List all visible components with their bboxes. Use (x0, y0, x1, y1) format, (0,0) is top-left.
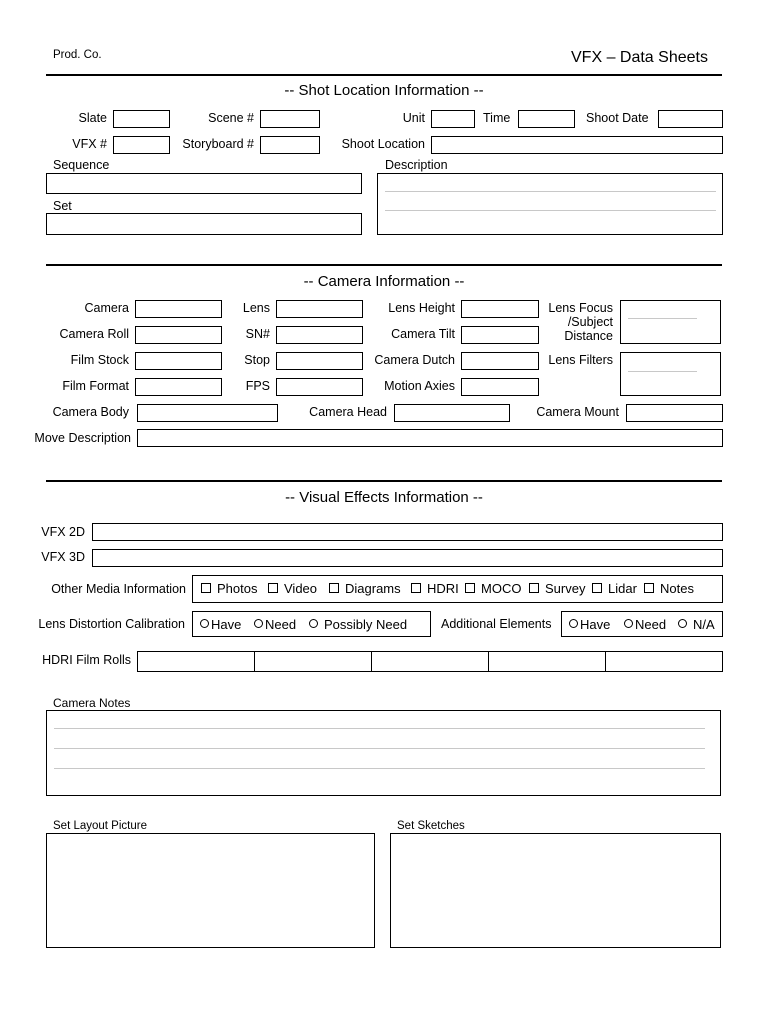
additional-need-radio[interactable] (624, 618, 666, 632)
notes-checkbox-label: Notes (660, 581, 694, 596)
shoot-date-field[interactable] (658, 110, 723, 128)
vfx-number-field[interactable] (113, 136, 170, 154)
distortion-possibly-need-label: Possibly Need (324, 617, 408, 632)
photos-checkbox-label: Photos (217, 581, 258, 596)
lens-height-label: Lens Height (388, 301, 455, 315)
page-title: VFX – Data Sheets (571, 49, 708, 66)
checkbox-icon (592, 583, 602, 593)
description-label: Description (385, 158, 448, 172)
description-guide-line (385, 210, 716, 211)
sequence-label: Sequence (53, 158, 110, 172)
distortion-have-radio[interactable] (200, 618, 241, 632)
lidar-checkbox-label: Lidar (608, 581, 637, 596)
moco-checkbox[interactable] (465, 582, 521, 596)
radio-icon (200, 619, 209, 628)
lens-height-field[interactable] (461, 300, 539, 318)
additional-have-radio[interactable] (569, 618, 610, 632)
time-field[interactable] (518, 110, 575, 128)
motion-axies-field[interactable] (461, 378, 539, 396)
camera-tilt-label: Camera Tilt (391, 327, 455, 341)
hdri-roll-field[interactable] (488, 651, 606, 672)
survey-checkbox[interactable] (529, 582, 585, 596)
storyboard-field[interactable] (260, 136, 320, 154)
set-layout-picture-area[interactable] (46, 833, 375, 948)
notes-checkbox[interactable] (644, 582, 694, 596)
film-stock-label: Film Stock (70, 353, 129, 367)
camera-mount-field[interactable] (626, 404, 723, 422)
set-label: Set (53, 199, 72, 213)
film-format-label: Film Format (62, 379, 129, 393)
stop-field[interactable] (276, 352, 363, 370)
camera-roll-label: Camera Roll (59, 327, 129, 341)
checkbox-icon (465, 583, 475, 593)
additional-na-radio[interactable] (678, 618, 715, 632)
camera-info-heading: -- Camera Information -- (303, 273, 465, 290)
camera-dutch-label: Camera Dutch (374, 353, 455, 367)
lens-focus-field[interactable] (620, 300, 721, 344)
time-label: Time (483, 111, 511, 125)
lens-distortion-label: Lens Distortion Calibration (38, 617, 185, 631)
vfx-2d-field[interactable] (92, 523, 723, 541)
storyboard-label: Storyboard # (182, 137, 254, 151)
radio-icon (624, 619, 633, 628)
description-field[interactable] (377, 173, 723, 235)
set-sketches-label: Set Sketches (397, 820, 465, 832)
distortion-need-radio[interactable] (254, 618, 296, 632)
lens-filters-guide-line (628, 371, 697, 372)
section-divider (46, 264, 722, 266)
fps-label: FPS (245, 379, 270, 393)
camera-notes-field[interactable] (46, 710, 721, 796)
film-stock-field[interactable] (135, 352, 222, 370)
lens-focus-label-1: Lens Focus (548, 301, 613, 315)
lens-focus-label-2: /Subject (567, 315, 613, 329)
hdri-checkbox-label: HDRI (427, 581, 459, 596)
sn-field[interactable] (276, 326, 363, 344)
hdri-checkbox[interactable] (411, 582, 459, 596)
notes-guide-line (54, 768, 705, 769)
camera-mount-label: Camera Mount (536, 405, 619, 419)
camera-tilt-field[interactable] (461, 326, 539, 344)
camera-body-field[interactable] (137, 404, 278, 422)
notes-guide-line (54, 728, 705, 729)
checkbox-icon (268, 583, 278, 593)
section-divider (46, 480, 722, 482)
unit-field[interactable] (431, 110, 475, 128)
hdri-rolls-label: HDRI Film Rolls (42, 653, 131, 667)
lens-field[interactable] (276, 300, 363, 318)
additional-elements-label: Additional Elements (441, 617, 552, 631)
camera-dutch-field[interactable] (461, 352, 539, 370)
camera-notes-label: Camera Notes (53, 696, 131, 710)
checkbox-icon (529, 583, 539, 593)
lens-filters-label: Lens Filters (548, 353, 613, 367)
other-media-label: Other Media Information (51, 582, 186, 596)
set-field[interactable] (46, 213, 362, 235)
radio-icon (254, 619, 263, 628)
hdri-roll-field[interactable] (605, 651, 723, 672)
survey-checkbox-label: Survey (545, 581, 586, 596)
radio-icon (309, 619, 318, 628)
distortion-possibly-need-radio[interactable] (309, 618, 407, 632)
motion-axies-label: Motion Axies (384, 379, 455, 393)
checkbox-icon (329, 583, 339, 593)
unit-label: Unit (402, 111, 425, 125)
additional-na-label: N/A (693, 617, 715, 632)
checkbox-icon (201, 583, 211, 593)
lens-focus-label-3: Distance (564, 329, 613, 343)
hdri-roll-field[interactable] (254, 651, 372, 672)
camera-head-field[interactable] (394, 404, 510, 422)
vfx-info-heading: -- Visual Effects Information -- (285, 489, 483, 506)
vfx-2d-label: VFX 2D (41, 525, 85, 539)
vfx-number-label: VFX # (72, 137, 107, 151)
shoot-date-label: Shoot Date (586, 111, 649, 125)
film-format-field[interactable] (135, 378, 222, 396)
camera-body-label: Camera Body (52, 405, 129, 419)
photos-checkbox[interactable] (201, 582, 257, 596)
shot-location-heading: -- Shot Location Information -- (284, 82, 484, 99)
notes-guide-line (54, 748, 705, 749)
moco-checkbox-label: MOCO (481, 581, 522, 596)
camera-roll-field[interactable] (135, 326, 222, 344)
lens-label: Lens (242, 301, 270, 315)
camera-label: Camera (84, 301, 129, 315)
distortion-need-label: Need (265, 617, 297, 632)
move-description-label: Move Description (34, 431, 131, 445)
diagrams-checkbox-label: Diagrams (345, 581, 401, 596)
lens-focus-guide-line (628, 318, 697, 319)
description-guide-line (385, 191, 716, 192)
set-sketches-area[interactable] (390, 833, 721, 948)
diagrams-checkbox[interactable] (329, 582, 401, 596)
shoot-location-label: Shoot Location (341, 137, 425, 151)
distortion-have-label: Have (211, 617, 242, 632)
hdri-roll-field[interactable] (371, 651, 489, 672)
lidar-checkbox[interactable] (592, 582, 637, 596)
checkbox-icon (644, 583, 654, 593)
radio-icon (569, 619, 578, 628)
checkbox-icon (411, 583, 421, 593)
lens-filters-field[interactable] (620, 352, 721, 396)
slate-label: Slate (78, 111, 107, 125)
additional-need-label: Need (635, 617, 667, 632)
video-checkbox[interactable] (268, 582, 317, 596)
radio-icon (678, 619, 687, 628)
camera-head-label: Camera Head (309, 405, 387, 419)
camera-field[interactable] (135, 300, 222, 318)
move-description-field[interactable] (137, 429, 723, 447)
vfx-3d-field[interactable] (92, 549, 723, 567)
scene-label: Scene # (208, 111, 254, 125)
slate-field[interactable] (113, 110, 170, 128)
shoot-location-field[interactable] (431, 136, 723, 154)
stop-label: Stop (244, 353, 270, 367)
sequence-field[interactable] (46, 173, 362, 194)
fps-field[interactable] (276, 378, 363, 396)
scene-field[interactable] (260, 110, 320, 128)
header-divider (46, 74, 722, 76)
additional-have-label: Have (580, 617, 611, 632)
vfx-3d-label: VFX 3D (41, 550, 85, 564)
sn-label: SN# (245, 327, 270, 341)
video-checkbox-label: Video (284, 581, 318, 596)
production-company-label: Prod. Co. (53, 49, 102, 61)
hdri-roll-field[interactable] (137, 651, 255, 672)
set-layout-label: Set Layout Picture (53, 820, 147, 832)
